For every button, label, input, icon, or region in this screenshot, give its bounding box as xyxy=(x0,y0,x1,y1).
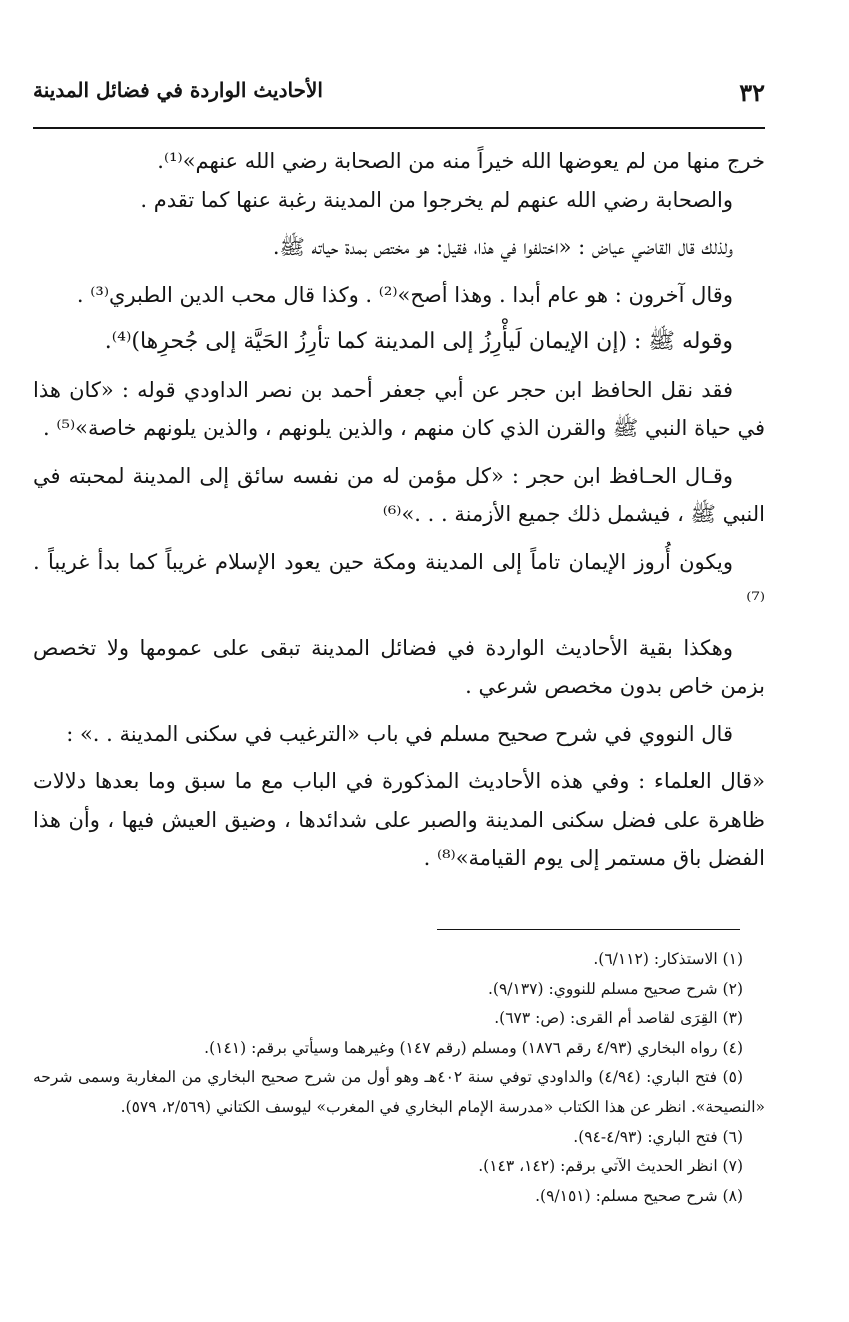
page-header xyxy=(33,78,765,118)
footnote: (٤) رواه البخاري (٤/٩٣ رقم ١٨٧٦) ومسلم (رقم ١٤٧) وغيرهما وسيأتي برقم: (١٤١). xyxy=(204,1038,743,1057)
page-number: ٣٢ xyxy=(739,78,765,107)
paragraph: فقد نقل الحافظ ابن حجر عن أبي جعفر أحمد بن نصر الداودي قوله : «كان هذا في حياة النبي ﷺ والقرن الذي كان منهم ، والذين يلونهم ، والذين يلونهم خاصة»⁽⁵⁾ . xyxy=(33,377,765,440)
paragraph: والصحابة رضي الله عنهم لم يخرجوا من المدينة رغبة عنها كما تقدم . xyxy=(140,187,733,212)
hadith-paragraph: وقوله ﷺ : (إن الإيمان لَيأْرِزُ إلى المدينة كما تأرِزُ الحَيَّة إلى جُحرِها)⁽⁴⁾. xyxy=(104,329,733,354)
footnote: (٦) فتح الباري: (٤/٩٣-٩٤). xyxy=(573,1127,743,1146)
paragraph: وقال آخرون : هو عام أبدا . وهذا أصح»⁽²⁾ . وكذا قال محب الدين الطبري⁽³⁾ . xyxy=(76,282,733,307)
paragraph: خرج منها من لم يعوضها الله خيراً منه من الصحابة رضي الله عنهم»⁽¹⁾. xyxy=(157,149,765,173)
quote-paragraph: «قال العلماء : وفي هذه الأحاديث المذكورة في الباب مع ما سبق وما بعدها دلالات ظاهرة على فضل سكنى المدينة والصبر على شدائدها ، وضيق العيش فيها ، وأن هذا الفضل باق مستمر إلى يوم القيامة»⁽⁸⁾ . xyxy=(33,769,765,870)
running-title: الأحاديث الواردة في فضائل المدينة xyxy=(33,78,323,102)
paragraph: ولذلك قال القاضي عياض : «اختلفوا في هذا، فقيل: هو مختص بمدة حياته ﷺ. xyxy=(272,235,733,259)
paragraph: قال النووي في شرح صحيح مسلم في باب «الترغيب في سكنى المدينة . .» : xyxy=(66,721,733,746)
header-rule xyxy=(33,127,765,129)
footnote: (١) الاستذكار: (٦/١١٢). xyxy=(593,950,743,968)
paragraph: وقـال الحـافظ ابن حجر : «كل مؤمن له من نفسه سائق إلى المدينة لمحبته في النبي ﷺ ، فيشمل ذلك جميع الأزمنة . . .»⁽⁶⁾ xyxy=(33,463,765,526)
paragraph: وهكذا بقية الأحاديث الواردة في فضائل المدينة تبقى على عمومها ولا تخصص بزمن خاص بدون مخصص شرعي . xyxy=(33,635,765,698)
footnotes xyxy=(33,945,765,1211)
main-text xyxy=(33,142,765,878)
footnote: (٧) انظر الحديث الآتي برقم: (١٤٢، ١٤٣). xyxy=(478,1157,743,1176)
footnote: (٥) فتح الباري: (٤/٩٤) والداودي توفي سنة ٤٠٢هـ وهو أول من شرح صحيح البخاري من المغاربة وسمى شرحه «النصيحة». انظر عن هذا الكتاب «مدرسة الإمام البخاري في المغرب» ليوسف الكتاني (٢/٥٦٩، ٥٧٩). xyxy=(33,1068,765,1116)
footnote-rule xyxy=(437,929,740,930)
footnote: (٨) شرح صحيح مسلم: (٩/١٥١). xyxy=(535,1186,743,1205)
paragraph: ويكون أُروز الإيمان تاماً إلى المدينة ومكة حين يعود الإسلام غريباً كما بدأ غريباً . ⁽⁷⁾ xyxy=(33,549,765,612)
footnote: (٣) القِرَى لقاصد أم القرى: (ص: ٦٧٣). xyxy=(494,1009,743,1028)
footnote: (٢) شرح صحيح مسلم للنووي: (٩/١٣٧). xyxy=(488,979,743,998)
